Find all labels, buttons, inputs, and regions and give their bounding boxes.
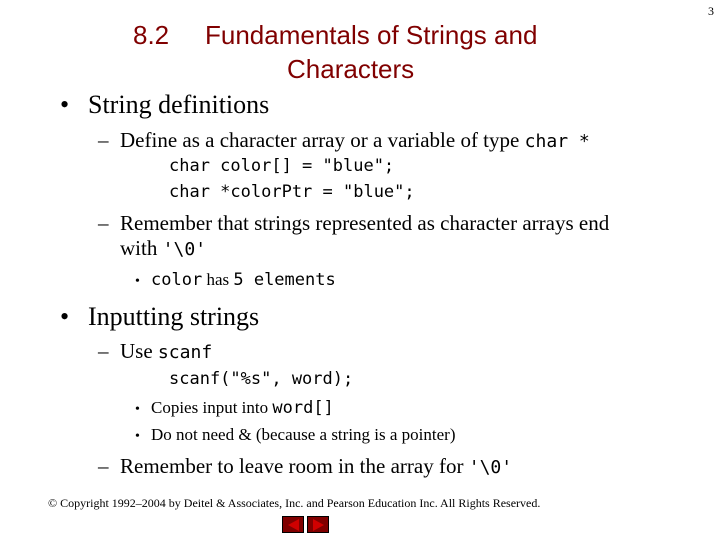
inline-code: '\0' xyxy=(162,239,207,260)
sub-bullet-remember xyxy=(98,211,609,236)
inline-code: 5 elements xyxy=(233,270,336,290)
bullet-text: String definitions xyxy=(88,90,270,119)
bullet-icon: • xyxy=(60,90,70,119)
code-line-scanf: scanf("%s", word); xyxy=(169,369,354,389)
sub-bullet-use-scanf xyxy=(98,339,212,364)
bullet-text: Inputting strings xyxy=(88,302,260,331)
dash-icon: – xyxy=(98,339,109,363)
copyright-notice: © Copyright 1992–2004 by Deitel & Associates, Inc. and Pearson Education Inc. All Rights Reserved. xyxy=(48,496,541,510)
bullet-string-definitions xyxy=(60,90,269,120)
title-line-2: Characters xyxy=(287,54,415,84)
inline-code: '\0' xyxy=(468,457,513,478)
sub-bullet-text: Use xyxy=(120,339,158,363)
bullet-icon: • xyxy=(60,302,70,331)
previous-slide-button[interactable] xyxy=(282,516,304,533)
bullet-icon: • xyxy=(135,402,140,417)
sub-bullet-text: with xyxy=(120,236,163,260)
inline-code: word[] xyxy=(272,398,334,418)
code-line-color-ptr: char *colorPtr = "blue"; xyxy=(169,182,415,202)
section-number: 8.2 xyxy=(133,20,170,50)
next-slide-arrow-icon xyxy=(313,519,324,531)
sub-bullet-text: Remember that strings represented as character arrays end xyxy=(120,211,610,235)
code-line-color-array: char color[] = "blue"; xyxy=(169,156,395,176)
bullet-text: has xyxy=(202,270,234,289)
dash-icon: – xyxy=(98,454,109,478)
third-level-bullet-no-ampersand xyxy=(135,425,456,445)
sub-bullet-text: Remember to leave room in the array for xyxy=(120,454,469,478)
bullet-inputting-strings xyxy=(60,302,259,332)
next-slide-button[interactable] xyxy=(307,516,329,533)
third-level-bullet-color-elements xyxy=(135,270,336,290)
bullet-text: Copies input into xyxy=(151,398,273,417)
third-level-bullet-copies xyxy=(135,398,334,418)
slide-number: 3 xyxy=(708,4,714,18)
inline-code: char * xyxy=(524,131,590,152)
dash-icon: – xyxy=(98,128,109,152)
slide-title xyxy=(133,20,537,51)
dash-icon: – xyxy=(98,211,109,235)
bullet-text: Do not need & (because a string is a pointer) xyxy=(151,425,456,444)
sub-bullet-remember-continued xyxy=(120,236,206,261)
previous-slide-arrow-icon xyxy=(288,519,299,531)
bullet-icon: • xyxy=(135,429,140,444)
sub-bullet-define xyxy=(98,128,590,153)
inline-code: scanf xyxy=(157,342,213,363)
sub-bullet-leave-room xyxy=(98,454,512,479)
title-line-1: Fundamentals of Strings and xyxy=(205,20,538,50)
inline-code: color xyxy=(151,270,203,290)
bullet-icon: • xyxy=(135,274,140,289)
sub-bullet-text: Define as a character array or a variable of type xyxy=(120,128,525,152)
